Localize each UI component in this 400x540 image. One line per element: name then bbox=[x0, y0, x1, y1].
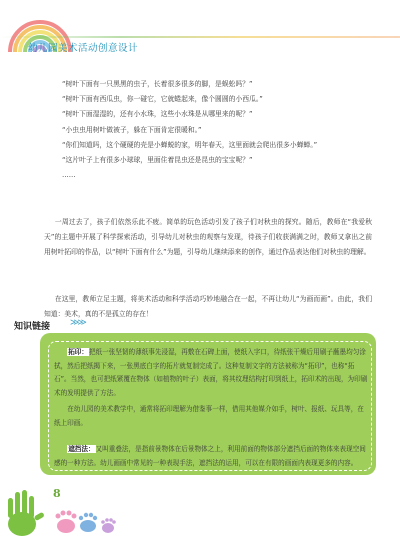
quote-line: “树叶下面有西瓜虫，你一碰它，它就蜷起来，像个圆圆的小西瓜。” bbox=[62, 95, 263, 104]
quote-line: “你们知道吗，这个硬硬的壳是小蝉蜕的家，明年春天，这里面就会爬出很多小蝉蝉。” bbox=[62, 140, 318, 149]
page-header bbox=[0, 0, 400, 62]
quote-line: “这片叶子上有很多小球球，里面住着昆虫还是昆虫的宝宝呢？” bbox=[62, 156, 253, 165]
page-number: 8 bbox=[53, 487, 61, 500]
knowledge-link-title: 知识链接 bbox=[14, 322, 51, 332]
header-title: 幼儿园美术活动创意设计 bbox=[28, 43, 139, 54]
knowledge-item bbox=[54, 403, 368, 430]
term-label: 遮挡法： bbox=[68, 445, 95, 453]
term-definition: 又叫重叠法，是指前景物体在后景物体之上，利用前面的物体部分遮挡后面的物体来表现空间感的一种方法。幼儿画画中常见的一种表现手法，遮挡法的运用，可以在有限的画面内表现更多的内容。 bbox=[54, 445, 366, 467]
quote-line: “树叶下面有一只黑黑的虫子，长着很多很多的脚，是蜈蚣吗？” bbox=[62, 80, 253, 88]
header-divider bbox=[0, 36, 400, 38]
quote-ellipsis: …… bbox=[62, 171, 76, 180]
term-definition: 在幼儿园的美术教学中，通常将拓印理解为借鉴事一样，借用其他媒介如手，树叶、报纸、玩具等，在纸上印画。 bbox=[54, 405, 364, 427]
double-chevron-icon: ≫≫ bbox=[70, 318, 85, 328]
quote-list bbox=[62, 77, 372, 183]
body-paragraph: 一周过去了，孩子们依然乐此不疲。简单的玩色活动引发了孩子们对秋虫的探究。随后，教师在“我爱秋天”的主题中开展了科学探索活动，引导幼儿对秋虫的观察与发现，待孩子们收获满满之时，教师又拿出之前用树叶拓印的作品，以“树叶下面有什么”为题，引导幼儿继续添来的创作，通过作品表达他们对秋虫的理解。 bbox=[44, 218, 372, 257]
knowledge-item bbox=[54, 346, 368, 400]
quote-line: “树叶下面湿湿的，还有小水珠，这些小水珠是从哪里来的呢？” bbox=[62, 110, 253, 119]
knowledge-item bbox=[54, 443, 368, 470]
quote-line: “小虫虫用树叶做被子，躲在下面肯定很暖和。” bbox=[62, 125, 202, 134]
handprint-decoration-icon bbox=[0, 478, 160, 540]
body-paragraph: 在这里，教师立足主题，将美术活动和科学活动巧妙地融合在一起，不再让幼儿“为画而画”。由此，我们知道：美术，真的不是孤立的存在！ bbox=[44, 295, 372, 319]
term-definition: 把纸一张坚韧的薄纸事先浸湿，再敷在石碑上面，使纸入字口，待纸张干燥后用刷子蘸墨均匀涂拭，然后把纸揭下来，一张黑底白字的拓片就复制完成了。这种复制文字的方法被称为“拓印”，也称“拓石”。当然，也可把纸紧覆在物体（如植物的叶子）表面，将其纹理结构打印到纸上，拓印术的出现，为印刷术的发明提供了方法。 bbox=[54, 348, 368, 397]
term-label: 拓印： bbox=[68, 348, 88, 356]
